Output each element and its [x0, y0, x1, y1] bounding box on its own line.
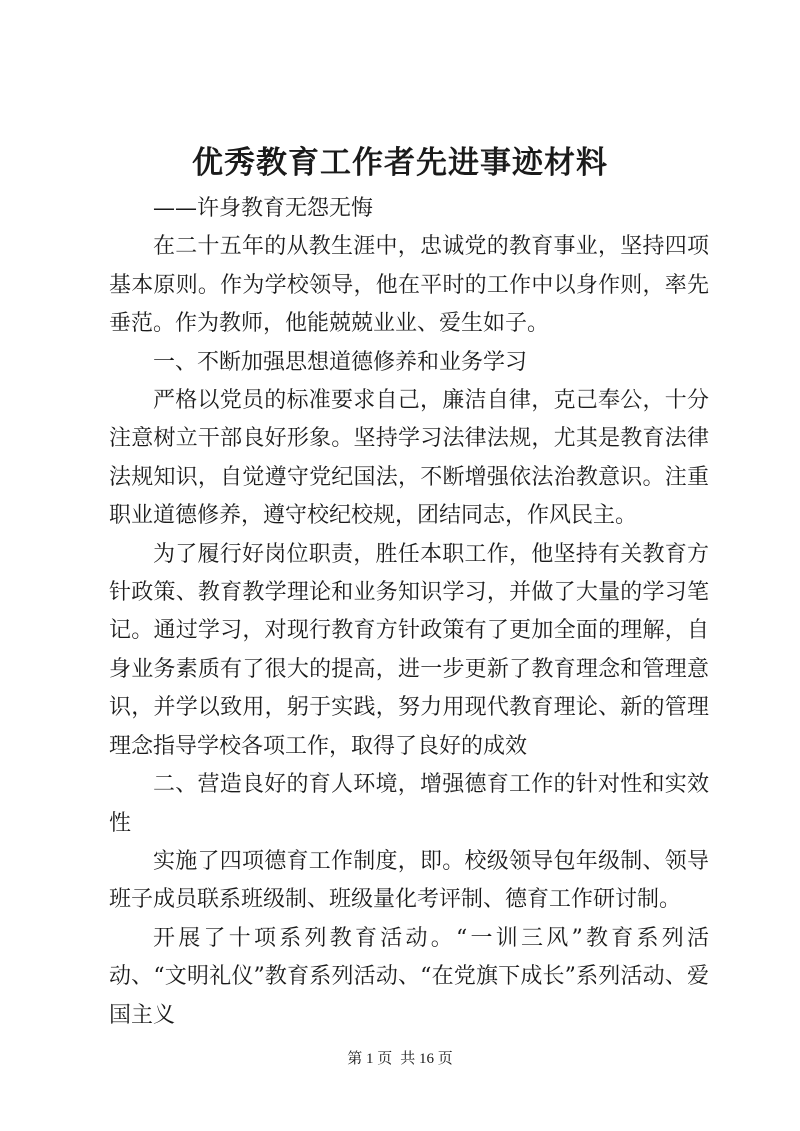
- section-heading: 二、营造良好的育人环境，增强德育工作的针对性和实效性: [109, 772, 709, 836]
- paragraph: 在二十五年的从教生涯中，忠诚党的教育事业，坚持四项基本原则。作为学校领导，他在平时的工作中以身作则，率先垂范。作为教师，他能兢兢业业、爱生如子。: [109, 234, 709, 337]
- page-footer: [0, 1048, 800, 1070]
- page-total: 共 16 页: [400, 1051, 453, 1067]
- document-body: [109, 190, 709, 1035]
- paragraph: 严格以党员的标准要求自己，廉洁自律，克己奉公，十分注意树立干部良好形象。坚持学习法律法规，尤其是教育法律法规知识，自觉遵守党纪国法，不断增强依法治教意识。注重职业道德修养，遵守校纪校规，团结同志，作风民主。: [109, 388, 709, 529]
- subtitle: ——许身教育无怨无悔: [153, 196, 374, 221]
- section-heading: 一、不断加强思想道德修养和业务学习: [153, 349, 528, 375]
- page-number: 第 1 页: [347, 1051, 393, 1067]
- paragraph: 实施了四项德育工作制度，即。校级领导包年级制、领导班子成员联系班级制、班级量化考评制、德育工作研讨制。: [109, 848, 709, 913]
- document-title: 优秀教育工作者先进事迹材料: [192, 145, 608, 181]
- paragraph: 为了履行好岗位职责，胜任本职工作，他坚持有关教育方针政策、教育教学理论和业务知识学习，并做了大量的学习笔记。通过学习，对现行教育方针政策有了更加全面的理解，自身业务素质有了很大的提高，进一步更新了教育理念和管理意识，并学以致用，躬于实践，努力用现代教育理论、新的管理理念指导学校各项工作，取得了良好的成效: [109, 541, 709, 759]
- paragraph: 开展了十项系列教育活动。“一训三风”教育系列活动、“文明礼仪”教育系列活动、“在党旗下成长”系列活动、爱国主义: [109, 925, 709, 1028]
